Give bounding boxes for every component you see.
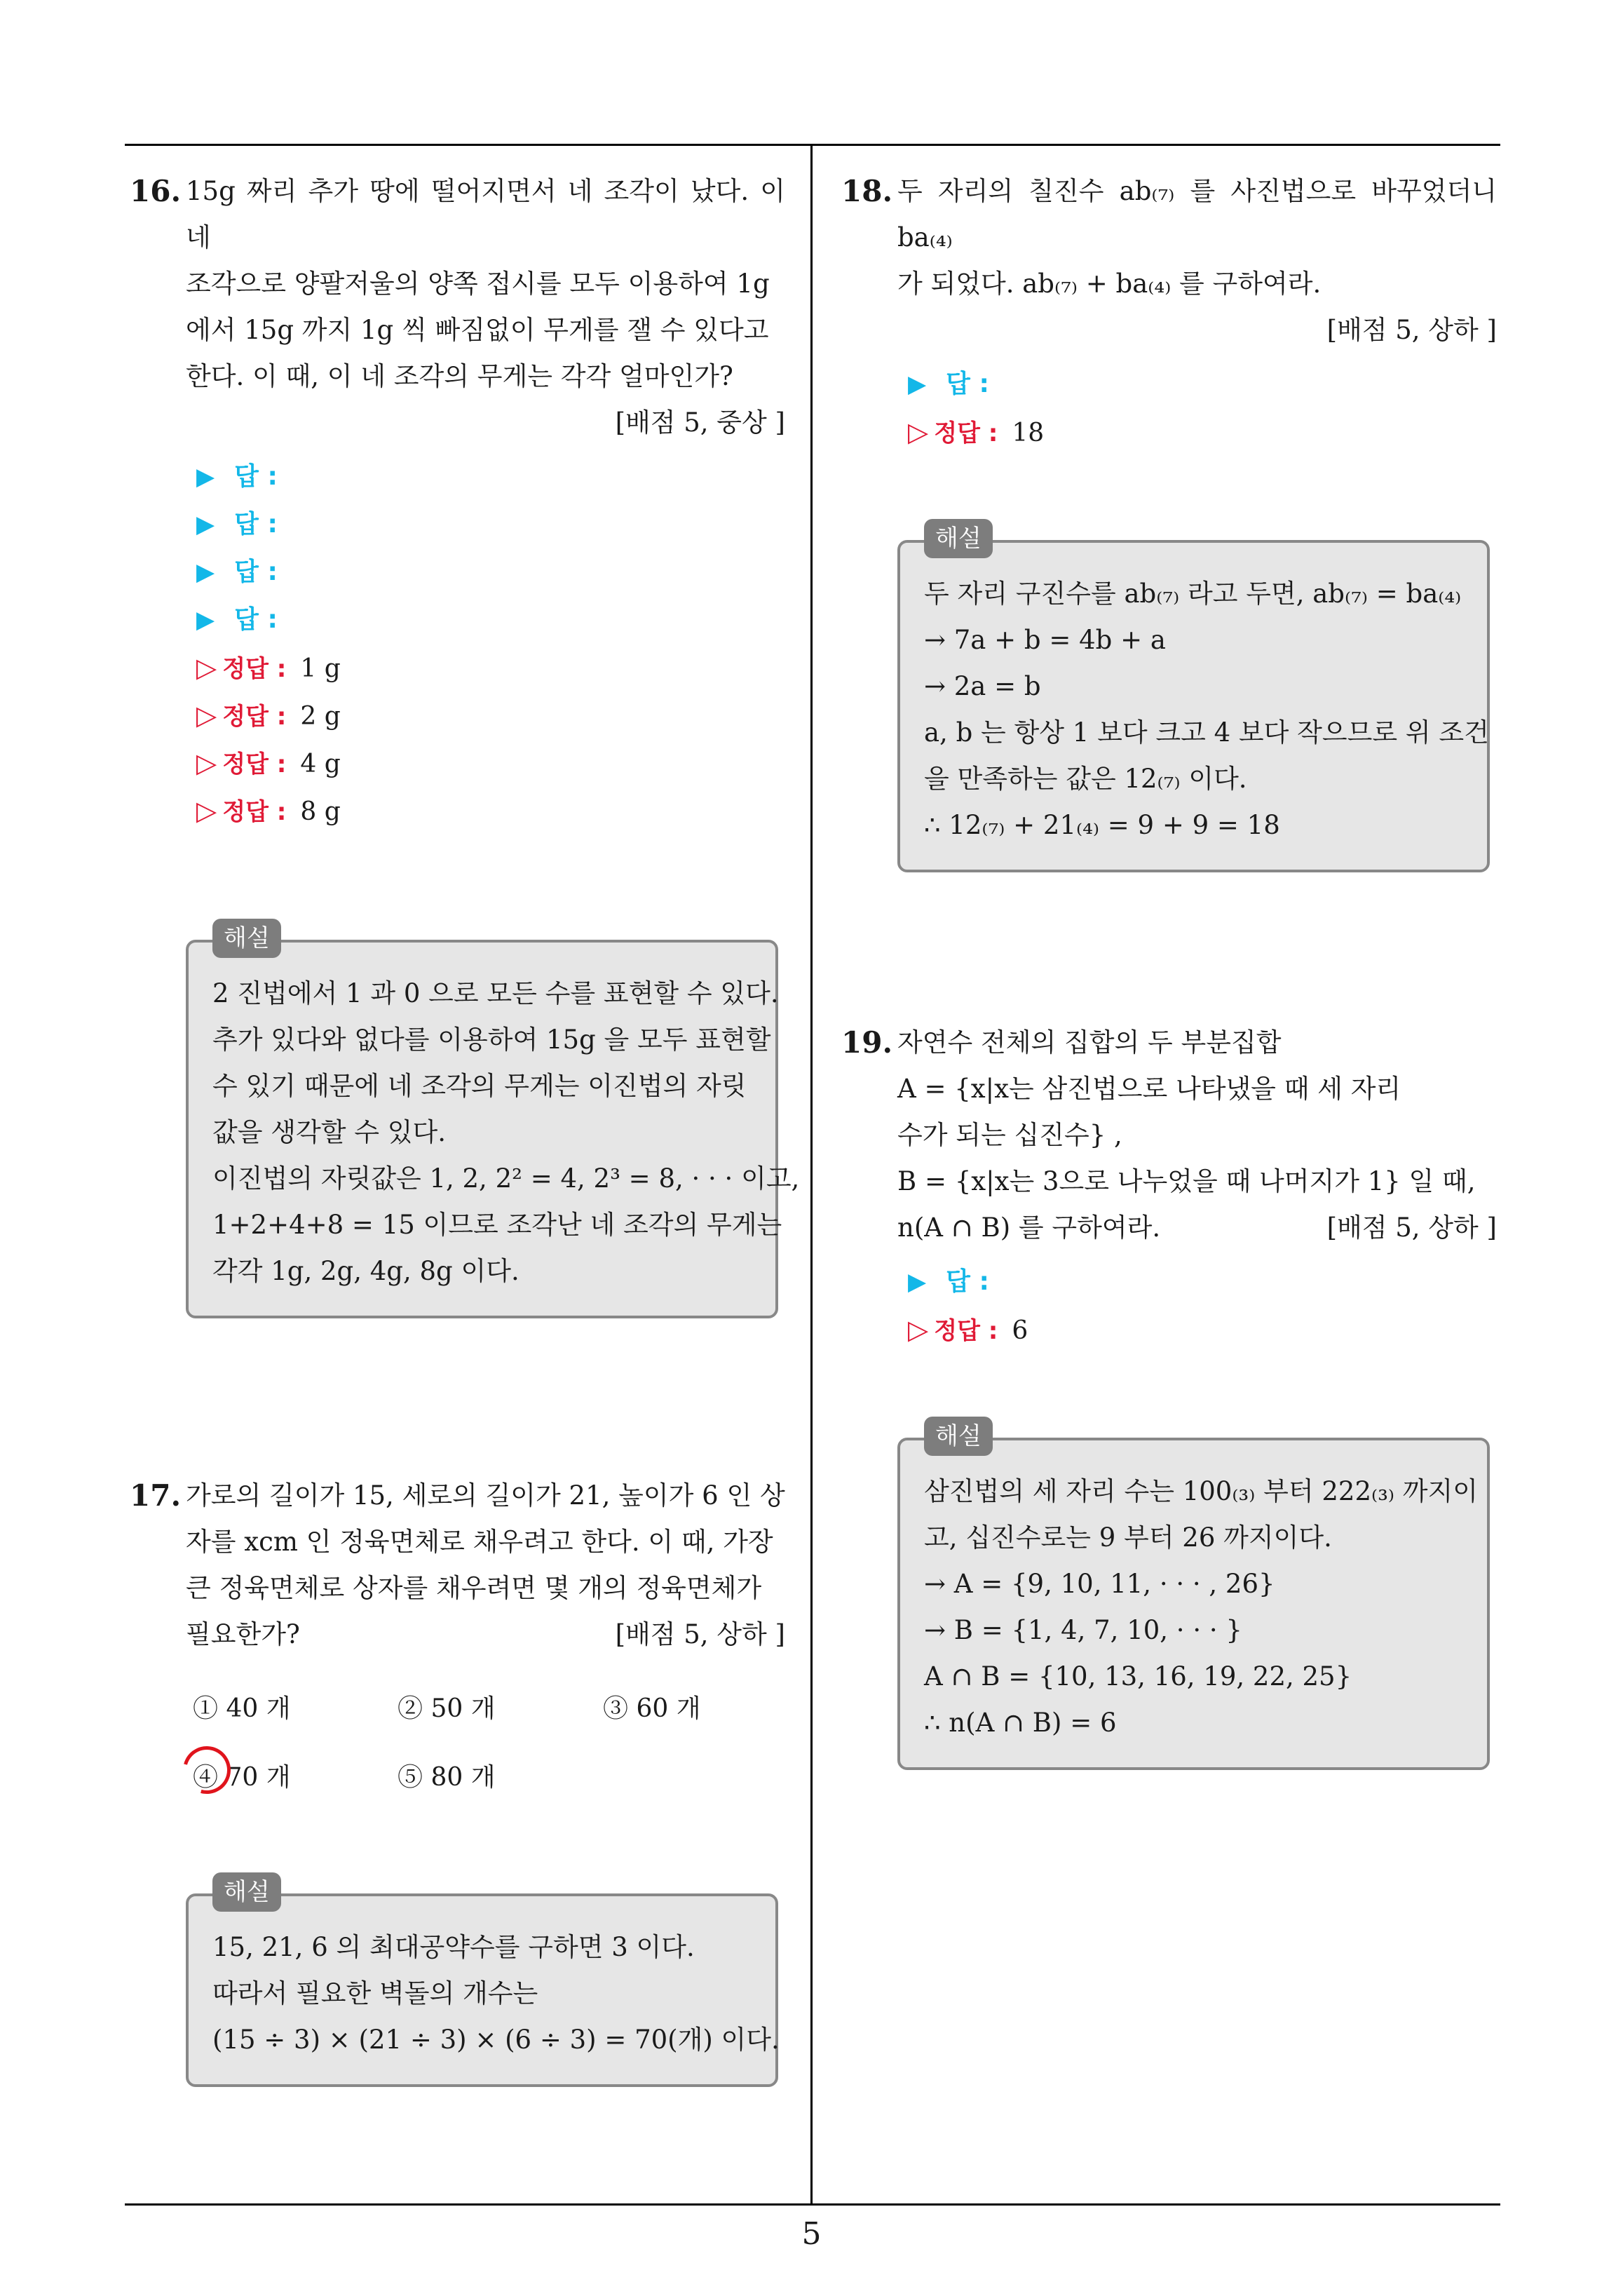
answer-field[interactable] — [196, 548, 785, 596]
problem-line: 조각으로 양팔저울의 양쪽 접시를 모두 이용하여 1g — [186, 269, 770, 299]
problem-number: 16. — [130, 174, 182, 208]
correct-answer — [196, 739, 785, 787]
column-divider — [810, 145, 813, 2206]
problem-line: 두 자리의 칠진수 ab₍₇₎ 를 사진법으로 바꾸었더니 ba₍₄₎ — [897, 176, 1497, 252]
problem-line: 자연수 전체의 집합의 두 부분집합 — [897, 1027, 1282, 1058]
play-triangle-icon: ▶ — [908, 370, 927, 398]
correct-label: 정답 : — [934, 419, 998, 447]
correct-answer — [196, 644, 785, 691]
problem-text — [186, 168, 785, 446]
solution-line: ∴ n(A ∩ B) = 6 — [924, 1708, 1117, 1738]
choice-1[interactable]: ① 40 개 — [193, 1694, 291, 1723]
score-meta: [배점 5, 상하 ] — [1326, 315, 1497, 345]
play-triangle-icon: ▶ — [908, 1268, 927, 1296]
correct-value: 1 g — [300, 654, 341, 683]
solution-line: → 2a = b — [924, 671, 1041, 701]
answer-label: 답 : — [234, 558, 278, 586]
answer-list — [196, 453, 785, 835]
solution-line: 따라서 필요한 벽돌의 개수는 — [212, 1978, 538, 2008]
play-triangle-icon: ▶ — [196, 463, 215, 491]
correct-answer — [908, 408, 1497, 456]
solution-line: 값을 생각할 수 있다. — [212, 1117, 446, 1147]
solution-line: → B = {1, 4, 7, 10, · · · } — [924, 1615, 1242, 1645]
solution-tag: 해설 — [212, 919, 281, 958]
choice-2[interactable]: ② 50 개 — [398, 1694, 496, 1723]
answer-list — [908, 1258, 1497, 1353]
last-line-row — [186, 1612, 785, 1658]
solution-line: ∴ 12₍₇₎ + 21₍₄₎ = 9 + 9 = 18 — [924, 810, 1280, 840]
solution-tag: 해설 — [924, 1417, 993, 1456]
correct-label: 정답 : — [222, 798, 287, 826]
problem-number: 19. — [841, 1025, 893, 1060]
problem-line: 수가 되는 십진수} , — [897, 1120, 1122, 1150]
problem-19 — [841, 1020, 1497, 1770]
choice-row — [193, 1686, 785, 1755]
answer-label: 답 : — [234, 510, 278, 539]
solution-line: 이진법의 자릿값은 1, 2, 2² = 4, 2³ = 8, · · · 이고, — [212, 1163, 800, 1194]
solution-line: (15 ÷ 3) × (21 ÷ 3) × (6 ÷ 3) = 70(개) 이다. — [212, 2025, 780, 2055]
problem-line: 에서 15g 까지 1g 씩 빠짐없이 무게를 잴 수 있다고 — [186, 315, 769, 345]
solution-tag: 해설 — [212, 1872, 281, 1912]
answer-field[interactable] — [196, 453, 785, 501]
choice-3[interactable]: ③ 60 개 — [603, 1694, 701, 1723]
correct-answer — [196, 691, 785, 739]
play-triangle-icon: ▶ — [196, 606, 215, 634]
solution-line: A ∩ B = {10, 13, 16, 19, 22, 25} — [924, 1661, 1352, 1691]
play-triangle-icon: ▶ — [196, 558, 215, 586]
solution-line: 각각 1g, 2g, 4g, 8g 이다. — [212, 1256, 520, 1286]
problem-16 — [130, 168, 800, 1318]
bottom-rule — [125, 2203, 1500, 2206]
correct-value: 18 — [1012, 419, 1045, 447]
problem-number: 18. — [841, 174, 893, 208]
answer-label: 답 : — [946, 1267, 989, 1296]
correct-label: 정답 : — [222, 750, 287, 778]
solution-line: 삼진법의 세 자리 수는 100₍₃₎ 부터 222₍₃₎ 까지이 — [924, 1476, 1478, 1506]
choice-row — [193, 1755, 785, 1823]
solution-line: 을 만족하는 값은 12₍₇₎ 이다. — [924, 764, 1247, 794]
outline-triangle-icon: ▷ — [196, 700, 217, 731]
correct-answer — [908, 1306, 1497, 1353]
play-triangle-icon: ▶ — [196, 511, 215, 539]
score-meta: [배점 5, 상하 ] — [615, 1619, 785, 1649]
answer-label: 답 : — [946, 370, 989, 398]
problem-line: 필요한가? — [186, 1619, 300, 1649]
correct-value: 4 g — [300, 750, 341, 778]
outline-triangle-icon: ▷ — [196, 795, 217, 826]
problem-line: 가 되었다. ab₍₇₎ + ba₍₄₎ 를 구하여라. — [897, 269, 1322, 299]
page-number: 5 — [801, 2216, 822, 2252]
solution-tag: 해설 — [924, 519, 993, 558]
problem-line: 자를 xcm 인 정육면체로 채우려고 한다. 이 때, 가장 — [186, 1527, 773, 1557]
answer-field[interactable] — [196, 596, 785, 644]
solution-line: 15, 21, 6 의 최대공약수를 구하면 3 이다. — [212, 1932, 695, 1962]
problem-18 — [841, 168, 1497, 872]
problem-line: A = {x|x는 삼진법으로 나타냈을 때 세 자리 — [897, 1074, 1401, 1104]
correct-label: 정답 : — [222, 703, 287, 731]
solution-line: 두 자리 구진수를 ab₍₇₎ 라고 두면, ab₍₇₎ = ba₍₄₎ — [924, 579, 1462, 609]
correct-answer — [196, 787, 785, 835]
solution-line: 추가 있다와 없다를 이용하여 15g 을 모두 표현할 — [212, 1025, 771, 1055]
right-column — [841, 168, 1497, 1770]
choice-label: ④ 70 개 — [193, 1763, 291, 1792]
solution-line: 수 있기 때문에 네 조각의 무게는 이진법의 자릿 — [212, 1071, 747, 1101]
solution-line: 2 진법에서 1 과 0 으로 모든 수를 표현할 수 있다. — [212, 978, 779, 1008]
answer-label: 답 : — [234, 605, 278, 634]
problem-text — [186, 1473, 785, 1658]
answer-list — [908, 360, 1497, 456]
problem-text — [897, 168, 1497, 353]
score-meta: [배점 5, 상하 ] — [1326, 1213, 1497, 1243]
problem-17 — [130, 1473, 785, 2087]
problem-line: 큰 정육면체로 상자를 채우려면 몇 개의 정육면체가 — [186, 1573, 762, 1603]
problem-line: 15g 짜리 추가 땅에 떨어지면서 네 조각이 났다. 이 네 — [186, 176, 785, 252]
correct-label: 정답 : — [222, 655, 287, 683]
correct-label: 정답 : — [934, 1317, 998, 1345]
correct-value: 2 g — [300, 702, 341, 731]
choice-list — [193, 1686, 785, 1823]
problem-line: 한다. 이 때, 이 네 조각의 무게는 각각 얼마인가? — [186, 361, 733, 391]
solution-box — [186, 924, 800, 1318]
solution-box — [897, 1422, 1490, 1770]
left-column — [130, 168, 800, 2087]
answer-field[interactable] — [908, 1258, 1497, 1306]
answer-field[interactable] — [908, 360, 1497, 408]
last-line-row — [897, 1205, 1497, 1251]
solution-line: → A = {9, 10, 11, · · · , 26} — [924, 1569, 1275, 1599]
outline-triangle-icon: ▷ — [908, 417, 929, 447]
choice-4[interactable] — [193, 1755, 290, 1801]
problem-number: 17. — [130, 1478, 182, 1513]
outline-triangle-icon: ▷ — [196, 652, 217, 683]
correct-value: 6 — [1012, 1316, 1028, 1345]
solution-box — [186, 1878, 780, 2087]
outline-triangle-icon: ▷ — [196, 748, 217, 778]
score-meta: [배점 5, 중상 ] — [615, 407, 785, 438]
outline-triangle-icon: ▷ — [908, 1314, 929, 1345]
problem-line: 가로의 길이가 15, 세로의 길이가 21, 높이가 6 인 상 — [186, 1480, 785, 1511]
solution-box — [897, 525, 1490, 872]
correct-value: 8 g — [300, 797, 341, 826]
solution-line: 고, 십진수로는 9 부터 26 까지이다. — [924, 1522, 1332, 1553]
problem-line: n(A ∩ B) 를 구하여라. — [897, 1213, 1161, 1243]
problem-text — [897, 1020, 1497, 1251]
solution-line: 1+2+4+8 = 15 이므로 조각난 네 조각의 무게는 — [212, 1210, 782, 1240]
answer-field[interactable] — [196, 501, 785, 548]
solution-line: → 7a + b = 4b + a — [924, 625, 1166, 655]
problem-line: B = {x|x는 3으로 나누었을 때 나머지가 1} 일 때, — [897, 1166, 1476, 1196]
answer-label: 답 : — [234, 462, 278, 491]
top-rule — [125, 144, 1500, 146]
choice-5[interactable]: ⑤ 80 개 — [398, 1763, 496, 1792]
solution-line: a, b 는 항상 1 보다 크고 4 보다 작으므로 위 조건 — [924, 717, 1489, 748]
